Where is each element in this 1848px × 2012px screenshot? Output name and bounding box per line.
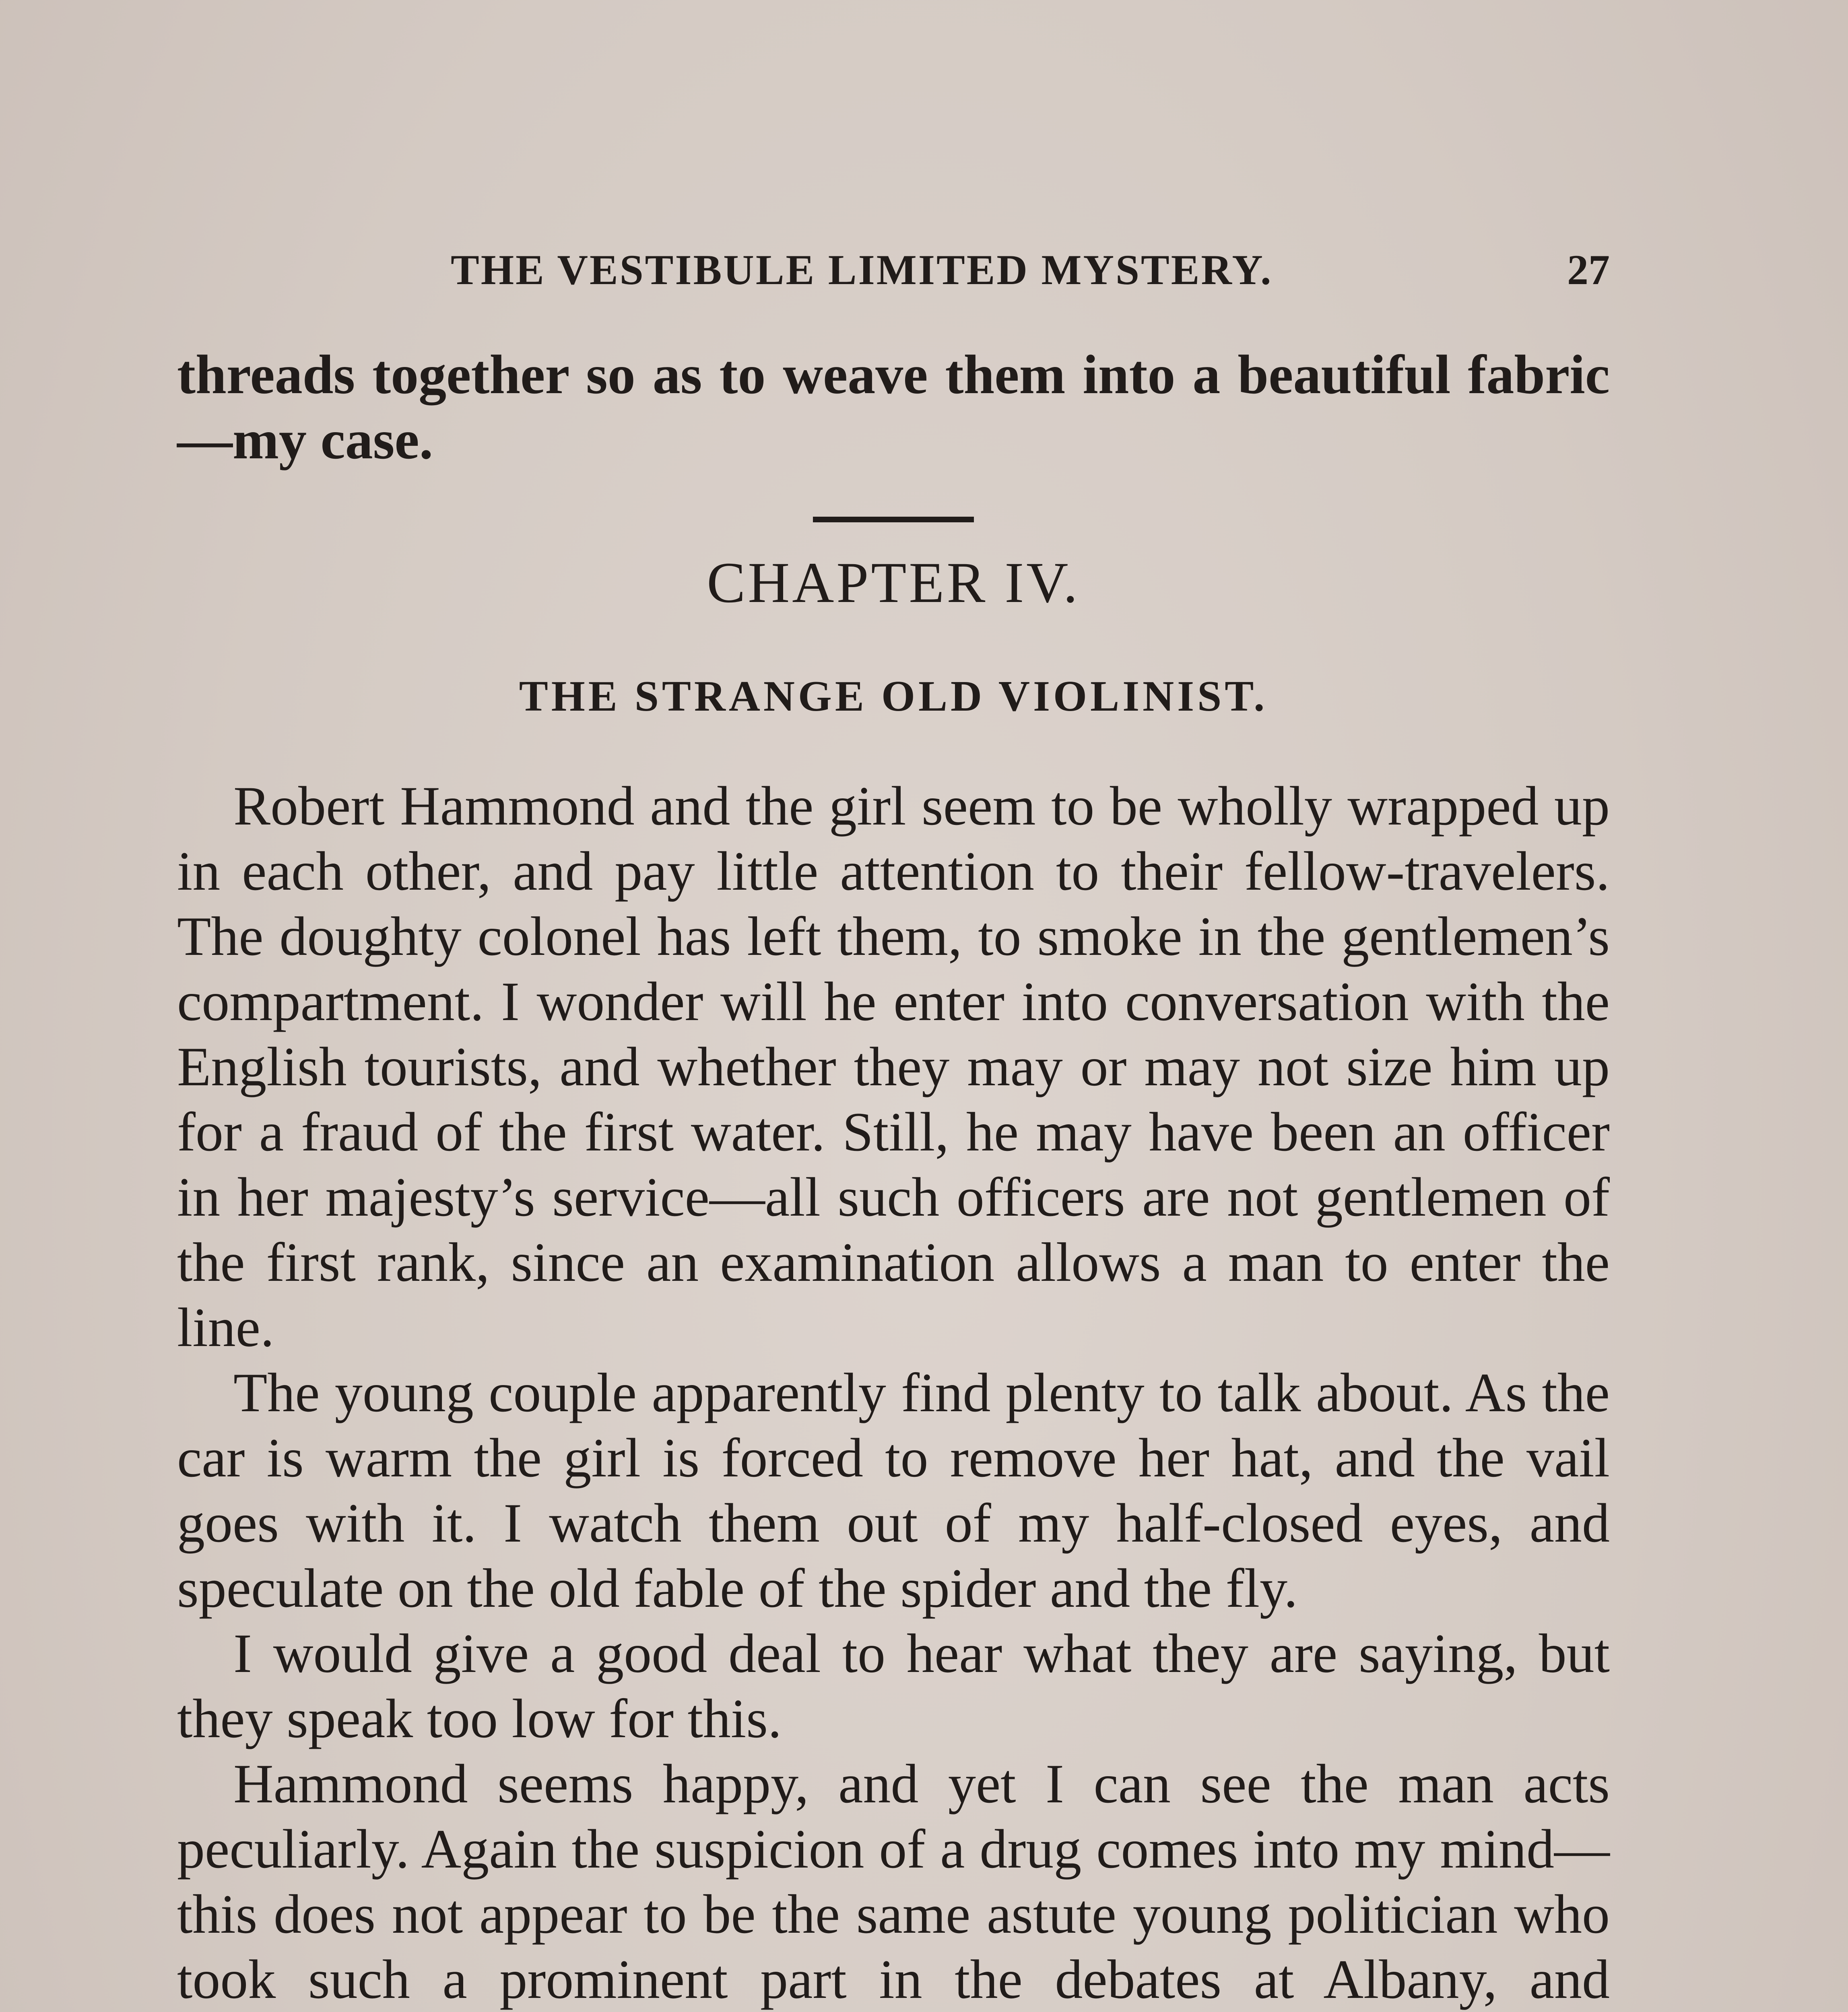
- body-paragraph: The young couple apparently find plenty to talk about. As the car is warm the girl is forced to remove her hat, and the vail goes with it. I watch them out of my half-closed eyes, and speculate on the old fable of the spider and the fly.: [177, 1362, 1610, 1619]
- running-title: THE VESTIBULE LIMITED MYSTERY.: [451, 246, 1273, 293]
- page-header: [443, 245, 1610, 302]
- body-paragraph: I would give a good deal to hear what they are saying, but they speak too low for this.: [177, 1622, 1610, 1749]
- section-divider: [813, 517, 974, 522]
- chapter-title: CHAPTER IV.: [707, 551, 1080, 615]
- continuation-paragraph: threads together so as to weave them into a beautiful fabric—my case.: [177, 344, 1610, 470]
- body-paragraph: Robert Hammond and the girl seem to be wholly wrapped up in each other, and pay little attention to their fellow-travelers. The doughty colonel has left them, to smoke in the gentlemen’s compartment. I wonder will he enter into conversation with the English tourists, and whether they may or may not size him up for a fraud of the first water. Still, he may have been an officer in her majesty’s service—all such officers are not gentlemen of the first rank, since an examination allows a man to enter the line.: [177, 775, 1610, 1358]
- page-text: [177, 342, 1610, 2012]
- body-paragraph: Hammond seems happy, and yet I can see the man acts peculiarly. Again the suspicion of a drug comes into my mind—this does not appear to be the same astute young politician who took such a prominent part in the debates at Albany, and: [177, 1753, 1610, 2010]
- page-number: 27: [1567, 246, 1610, 293]
- chapter-subtitle: THE STRANGE OLD VIOLINIST.: [519, 672, 1268, 720]
